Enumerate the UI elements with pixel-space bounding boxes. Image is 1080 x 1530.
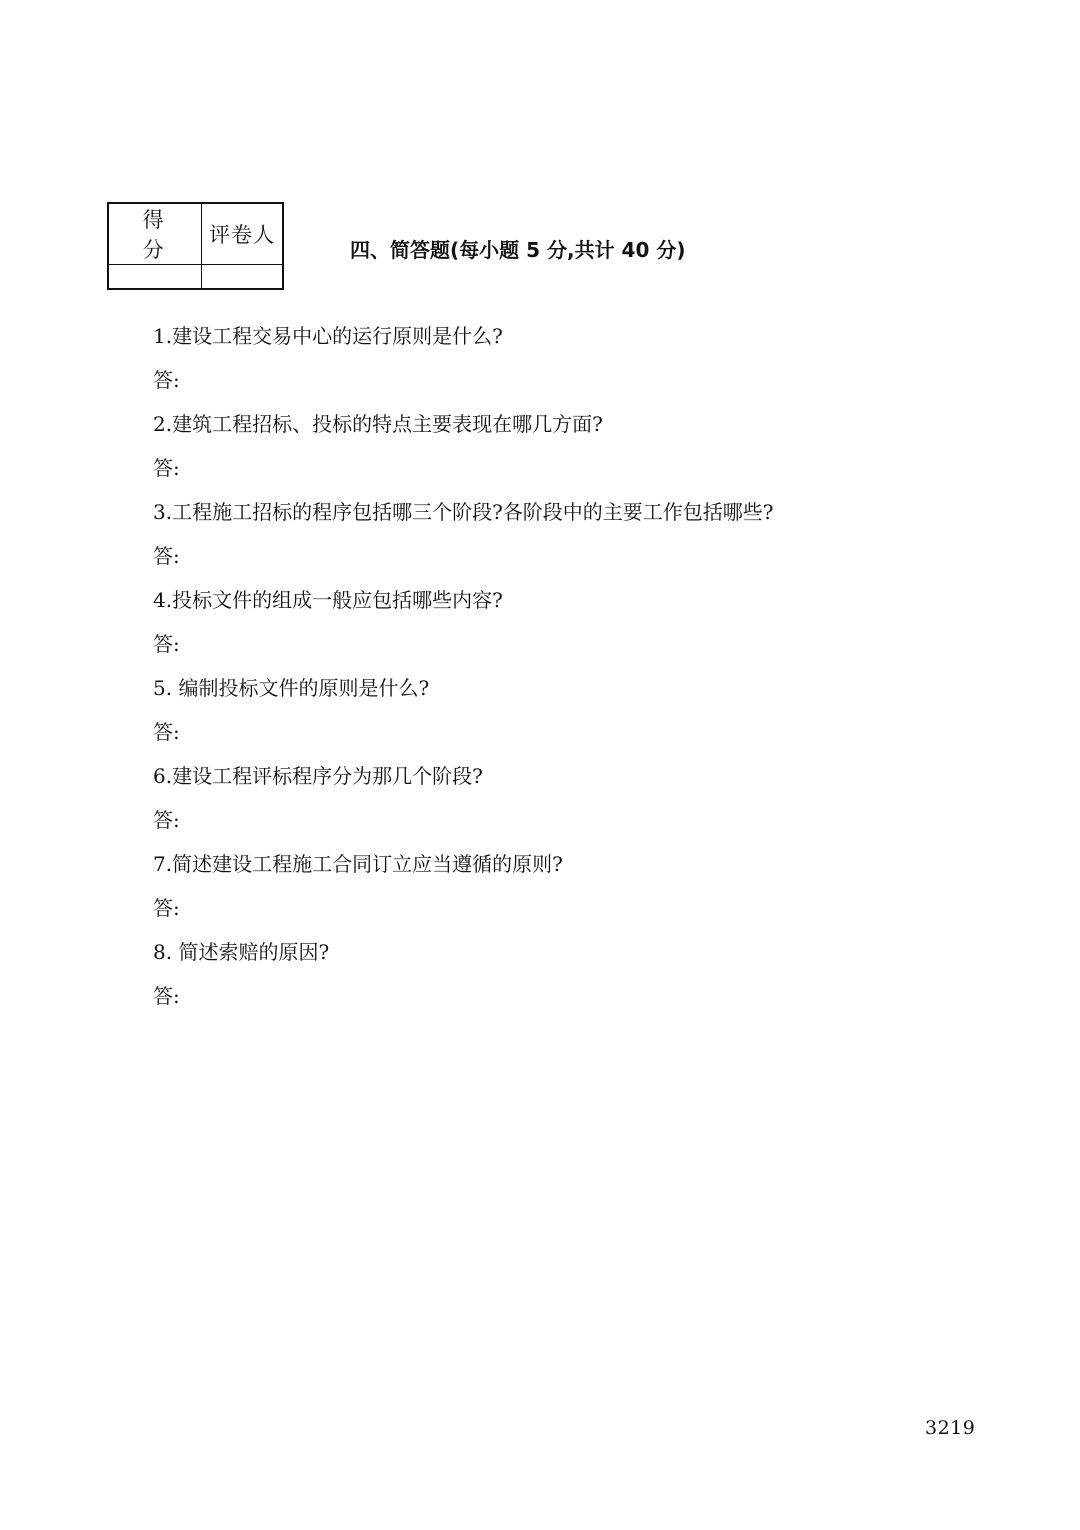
section-title: 四、简答题(每小题 5 分,共计 40 分) bbox=[350, 238, 686, 262]
qa-item bbox=[153, 848, 1013, 936]
question-text: 3.工程施工招标的程序包括哪三个阶段?各阶段中的主要工作包括哪些? bbox=[153, 500, 774, 524]
qa-item bbox=[153, 320, 1013, 408]
question-list bbox=[153, 320, 1013, 1024]
grader-value-cell[interactable] bbox=[202, 265, 283, 290]
question-text: 6.建设工程评标程序分为那几个阶段? bbox=[153, 764, 483, 788]
answer-label[interactable]: 答: bbox=[153, 544, 180, 568]
question-text: 2.建筑工程招标、投标的特点主要表现在哪几方面? bbox=[153, 412, 603, 436]
grader-label: 评卷人 bbox=[202, 203, 283, 265]
answer-label[interactable]: 答: bbox=[153, 368, 180, 392]
answer-label[interactable]: 答: bbox=[153, 720, 180, 744]
answer-label[interactable]: 答: bbox=[153, 456, 180, 480]
qa-item bbox=[153, 584, 1013, 672]
qa-item bbox=[153, 672, 1013, 760]
answer-label[interactable]: 答: bbox=[153, 896, 180, 920]
score-label: 得 分 bbox=[108, 203, 202, 265]
page-number: 3219 bbox=[925, 1417, 976, 1439]
score-table bbox=[107, 202, 284, 290]
answer-label[interactable]: 答: bbox=[153, 632, 180, 656]
qa-item bbox=[153, 408, 1013, 496]
question-text: 4.投标文件的组成一般应包括哪些内容? bbox=[153, 588, 503, 612]
score-value-cell[interactable] bbox=[108, 265, 202, 290]
question-text: 7.简述建设工程施工合同订立应当遵循的原则? bbox=[153, 852, 563, 876]
question-text: 1.建设工程交易中心的运行原则是什么? bbox=[153, 324, 503, 348]
question-text: 8. 简述索赔的原因? bbox=[153, 940, 330, 964]
qa-item bbox=[153, 496, 1013, 584]
qa-item bbox=[153, 760, 1013, 848]
answer-label[interactable]: 答: bbox=[153, 808, 180, 832]
question-text: 5. 编制投标文件的原则是什么? bbox=[153, 676, 430, 700]
answer-label[interactable]: 答: bbox=[153, 984, 180, 1008]
qa-item bbox=[153, 936, 1013, 1024]
